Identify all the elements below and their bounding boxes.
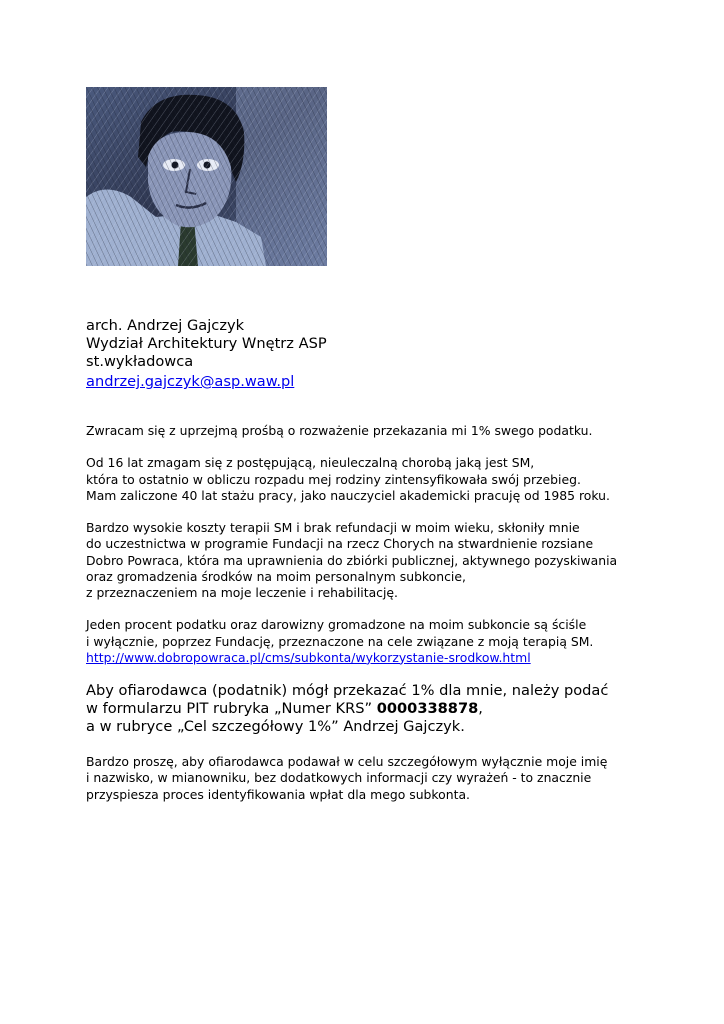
paragraph-illness	[86, 455, 696, 504]
paragraph-line: z przeznaczeniem na moje leczenie i rehabilitację.	[86, 585, 398, 600]
author-department: Wydział Architektury Wnętrz ASP	[86, 335, 327, 352]
paragraph-line: Jeden procent podatku oraz darowizny gromadzone na moim subkoncie są ściśle	[86, 617, 587, 633]
paragraph-line: Aby ofiarodawca (podatnik) mógł przekazać 1% dla mnie, należy podać	[86, 682, 609, 700]
paragraph-line: do uczestnictwa w programie Fundacji na rzecz Chorych na stwardnienie rozsiane	[86, 536, 594, 552]
paragraph-line: i wyłącznie, poprzez Fundację, przeznaczone na cele związane z moją terapią SM.	[86, 633, 594, 649]
paragraph-line: a w rubryce „Cel szczegółowy 1%” Andrzej Gajczyk.	[86, 718, 465, 736]
paragraph-line: i nazwisko, w mianowniku, bez dodatkowych informacji czy wyrażeń - to znacznie	[86, 770, 592, 786]
paragraph-line: która to ostatnio w obliczu rozpadu mej rodziny zintensyfikowała swój przebieg.	[86, 471, 581, 487]
portrait-photo	[86, 87, 327, 266]
paragraph-line: oraz gromadzenia środków na moim personalnym subkoncie,	[86, 568, 466, 584]
paragraph-krs-instructions	[86, 682, 696, 736]
paragraph-final-request	[86, 754, 696, 803]
paragraph-line: Mam zaliczone 40 lat stażu pracy, jako nauczyciel akademicki pracuję od 1985 roku.	[86, 487, 610, 503]
paragraph-request	[86, 423, 696, 439]
foundation-link[interactable]: http://www.dobropowraca.pl/cms/subkonta/wykorzystanie-srodkow.html	[86, 649, 531, 665]
paragraph-line: Zwracam się z uprzejmą prośbą o rozważenie przekazania mi 1% swego podatku.	[86, 423, 593, 438]
author-name: arch. Andrzej Gajczyk	[86, 317, 245, 334]
krs-label: w formularzu PIT rubryka „Numer KRS”	[86, 700, 377, 718]
letter-body	[86, 423, 696, 819]
paragraph-line: Dobro Powraca, która ma uprawnienia do zbiórki publicznej, aktywnego pozyskiwania	[86, 552, 618, 568]
portrait-image	[86, 87, 327, 266]
author-email-link[interactable]: andrzej.gajczyk@asp.waw.pl	[86, 373, 295, 390]
paragraph-line: przyspiesza proces identyfikowania wpłat dla mego subkonta.	[86, 786, 470, 802]
krs-suffix: ,	[478, 700, 483, 718]
paragraph-line: Od 16 lat zmagam się z postępującą, nieuleczalną chorobą jaką jest SM,	[86, 455, 535, 471]
author-position: st.wykładowca	[86, 353, 194, 370]
paragraph-line: Bardzo proszę, aby ofiarodawca podawał w celu szczegółowym wyłącznie moje imię	[86, 754, 608, 770]
paragraph-line-krs	[86, 700, 696, 718]
paragraph-line: Bardzo wysokie koszty terapii SM i brak refundacji w moim wieku, skłoniły mnie	[86, 520, 580, 536]
krs-number: 0000338878	[376, 700, 479, 718]
signature-block	[86, 317, 686, 391]
paragraph-funds	[86, 617, 696, 666]
paragraph-foundation	[86, 520, 696, 601]
